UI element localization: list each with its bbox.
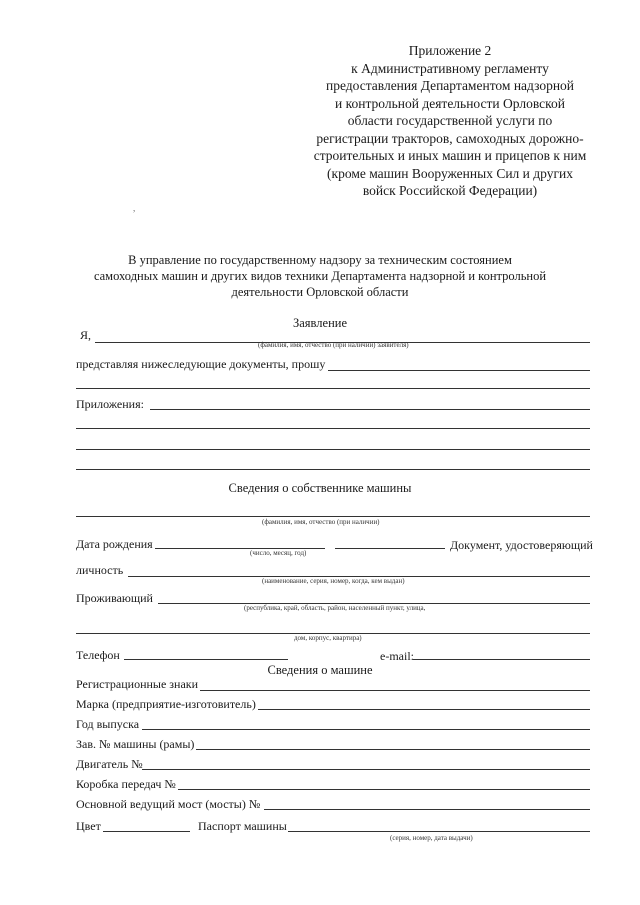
year-label: Год выпуска (76, 717, 140, 731)
appendix-line: области государственной услуги по (347, 113, 553, 128)
appendix-line: (кроме машин Вооруженных Сил и других (327, 165, 573, 181)
gearbox-label: Коробка передач № (76, 777, 176, 791)
color-field[interactable] (103, 831, 190, 832)
email-field[interactable] (413, 659, 590, 660)
appendix-line: строительных и иных машин и прицепов к ним (313, 148, 587, 163)
brand-field[interactable] (258, 709, 590, 710)
passport-field[interactable] (288, 831, 590, 832)
reg-signs-field[interactable] (200, 690, 590, 691)
addressee-line: деятельности Орловской области (231, 285, 409, 299)
appendix-header (300, 42, 600, 200)
id-doc-field[interactable] (335, 548, 445, 549)
machine-section-title: Сведения о машине (267, 663, 373, 677)
frame-field[interactable] (196, 749, 590, 750)
addressee-line: самоходных машин и других видов техники Департамента надзорной и контрольной (93, 269, 547, 283)
request-field-line2[interactable] (76, 388, 590, 389)
attachments-field-line4[interactable] (76, 469, 590, 470)
residence-hint: (республика, край, область, район, населенный пункт, улица, (244, 604, 426, 612)
attachments-label: Приложения: (76, 397, 144, 411)
appendix-line: и контрольной деятельности Орловской (335, 95, 565, 111)
engine-label: Двигатель № (76, 757, 143, 771)
represent-label: представляя нижеследующие документы, прошу (76, 357, 326, 371)
scan-mark: , (133, 203, 136, 213)
identity-hint: (наименование, серия, номер, когда, кем выдан) (262, 577, 405, 585)
dob-hint: (число, месяц, год) (250, 549, 307, 557)
email-label: e-mail: (380, 649, 414, 663)
frame-label: Зав. № машины (рамы) (76, 737, 195, 751)
phone-field[interactable] (124, 659, 288, 660)
owner-name-hint: (фамилия, имя, отчество (при наличии) (262, 518, 380, 526)
id-doc-label: Документ, удостоверяющий (450, 538, 593, 552)
axle-label: Основной ведущий мост (мосты) № (76, 797, 261, 811)
identity-label: личность (76, 563, 124, 577)
engine-field[interactable] (142, 769, 590, 770)
appendix-line: к Административному регламенту (351, 60, 549, 76)
attachments-field-line3[interactable] (76, 449, 590, 450)
axle-field[interactable] (264, 809, 590, 810)
i-label: Я, (80, 328, 92, 342)
addressee-line: В управление по государственному надзору за техническим состоянием (128, 253, 512, 267)
passport-label: Паспорт машины (198, 819, 287, 833)
residence-label: Проживающий (76, 591, 153, 605)
reg-signs-label: Регистрационные знаки (76, 677, 199, 691)
phone-label: Телефон (76, 648, 120, 662)
request-field[interactable] (328, 370, 590, 371)
owner-name-field[interactable] (76, 516, 590, 517)
dob-label: Дата рождения (76, 537, 153, 551)
attachments-field[interactable] (150, 409, 590, 410)
attachments-field-line2[interactable] (76, 428, 590, 429)
owner-section-title: Сведения о собственнике машины (228, 481, 412, 495)
appendix-line: регистрации тракторов, самоходных дорожно- (316, 130, 584, 146)
brand-label: Марка (предприятие-изготовитель) (76, 697, 256, 711)
addressee-block (60, 252, 580, 300)
year-field[interactable] (142, 729, 590, 730)
passport-hint: (серия, номер, дата выдачи) (390, 834, 473, 842)
appendix-line: предоставления Департаментом надзорной (325, 78, 575, 93)
gearbox-field[interactable] (178, 789, 590, 790)
applicant-name-hint: (фамилия, имя, отчество (при наличии) заявителя) (258, 341, 409, 349)
application-title: Заявление (292, 316, 347, 330)
appendix-line: войск Российской Федерации) (362, 183, 538, 198)
color-label: Цвет (76, 819, 101, 833)
residence-hint-2: дом, корпус, квартира) (294, 634, 362, 642)
appendix-line: Приложение 2 (408, 43, 492, 58)
